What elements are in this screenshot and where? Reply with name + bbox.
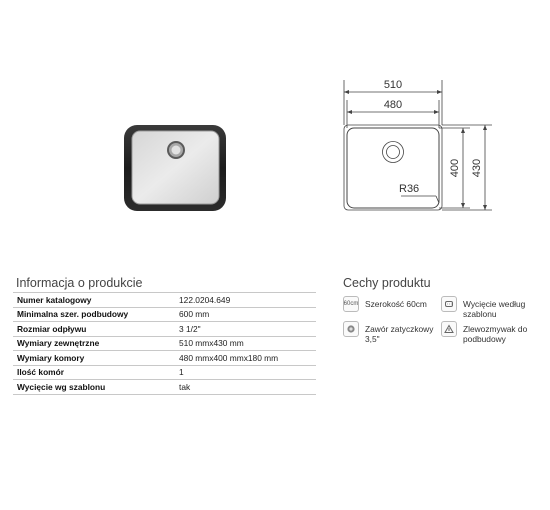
features-title: Cechy produktu	[343, 276, 431, 290]
table-row	[13, 336, 316, 351]
feature-text: Szerokość 60cm	[365, 299, 427, 309]
table-row	[13, 293, 316, 308]
template-cutout-icon	[441, 296, 457, 312]
table-row	[13, 351, 316, 366]
product-info-table	[13, 292, 316, 395]
width-60-icon: 60cm	[343, 296, 359, 312]
feature-text: Zlewozmywak do podbudowy	[463, 324, 528, 344]
feature-item	[343, 296, 438, 312]
table-row	[13, 380, 316, 395]
undermount-icon	[441, 321, 457, 337]
radius-label: R36	[399, 183, 420, 195]
row-label: Wycięcie wg szablonu	[13, 380, 175, 395]
table-row	[13, 322, 316, 337]
feature-item	[441, 321, 541, 344]
row-label: Numer katalogowy	[13, 293, 175, 308]
feature-item	[343, 321, 438, 344]
row-value: 510 mmx430 mm	[175, 336, 316, 351]
drain-plug-icon	[343, 321, 359, 337]
row-label: Rozmiar odpływu	[13, 322, 175, 337]
dim-outer-width: 510	[383, 79, 403, 91]
row-value: 1	[175, 365, 316, 380]
feature-text: Zawór zatyczkowy 3,5"	[365, 324, 434, 344]
row-label: Ilość komór	[13, 365, 175, 380]
feature-item	[441, 296, 541, 319]
table-row	[13, 307, 316, 322]
row-label: Minimalna szer. podbudowy	[13, 307, 175, 322]
table-row	[13, 365, 316, 380]
product-info-title: Informacja o produkcie	[16, 276, 143, 290]
dim-inner-width: 480	[383, 99, 403, 111]
row-label: Wymiary zewnętrzne	[13, 336, 175, 351]
row-label: Wymiary komory	[13, 351, 175, 366]
row-value: 480 mmx400 mmx180 mm	[175, 351, 316, 366]
row-value: 122.0204.649	[175, 293, 316, 308]
feature-text: Wycięcie według szablonu	[463, 299, 526, 319]
row-value: 600 mm	[175, 307, 316, 322]
dim-inner-height: 400	[449, 158, 461, 178]
row-value: tak	[175, 380, 316, 395]
dim-outer-height: 430	[471, 158, 483, 178]
row-value: 3 1/2"	[175, 322, 316, 337]
